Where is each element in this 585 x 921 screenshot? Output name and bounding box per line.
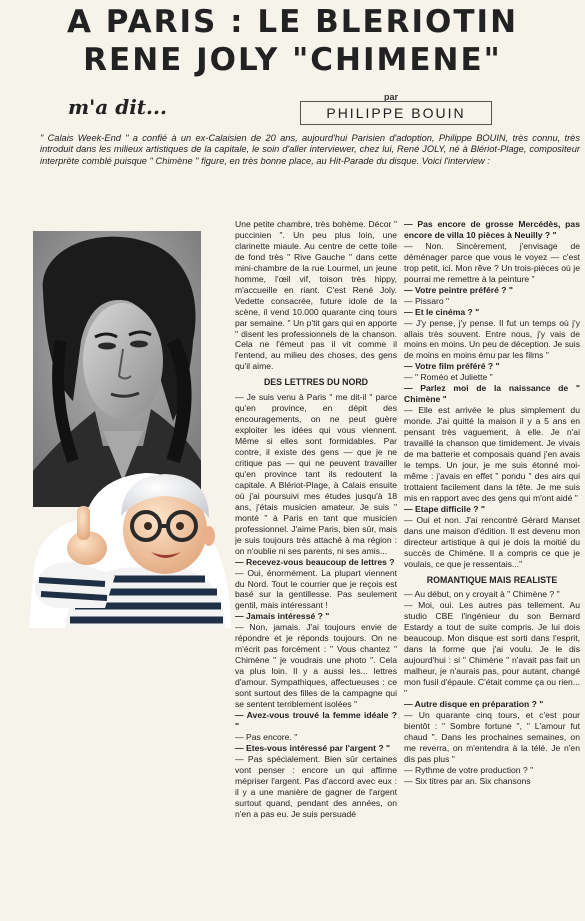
interview-question: — Pas encore de grosse Mercédès, pas encore de villa 10 pièces à Neuilly ? " <box>404 219 580 240</box>
headline-line-1: A PARIS : LE BLERIOTIN <box>66 4 519 40</box>
article-paragraph: — Pas encore. " <box>235 731 298 742</box>
thumbs-up-avatar-sticker <box>25 458 235 630</box>
article-paragraph: — Oui et non. J'ai rencontré Gérard Manset dans une maison d'édition. Il est devenu mon directeur artistique à qui je dois la moitié du succès de Chimène. Il a compris ce que je voulais, ce que je ressentais..." <box>404 514 580 569</box>
article-paragraph: — Elle est arrivée le plus simplement du monde. J'ai quitté la maison il y a 5 ans en pensant très vaguement, à elle. Je n'ai travaillé la chanson que timidement. Je vivais de ma batterie et composais quand j'en avais le temps. Un jour, je me suis étonné moi-même : j'avais en effet " pondu " des airs qui trottaient facilement dans la tête. Je me suis mis en rapport avec des gens qui m'ont aidé " <box>404 405 580 503</box>
article-paragraph: — Moi, oui. Les autres pas tellement. Au studio CBE l'ingénieur du son Bernard Estardy a tout de suite compris. Je lui dois beaucoup. Mon disque est sorti dans l'esprit, dans la forme que j'ai voulu. Je le dis aujourd'hui : si " Chimène " n'avait pas fait un malheur, je n'aurais pas, pour autant, changé mon fusil d'épaule. C'était comme ça ou rien... " <box>404 600 580 699</box>
interview-question: — Votre peintre préféré ? " <box>404 284 513 295</box>
article-paragraph: — J'y pense, j'y pense. Il fut un temps où j'y allais très souvent. Entre nous, j'y vais de moins en moins. Un peu de déception. Je suis de moins en moins ému par les films " <box>404 317 580 361</box>
article-column-1 <box>235 219 397 921</box>
avatar-graphic <box>25 458 235 630</box>
subtitle: m'a dit... <box>68 95 167 119</box>
article-paragraph: — Pas spécialement. Bien sûr certaines vont penser : encore un qui affirme mépriser l'argent. Pas d'accord avec eux : il y a une manière de gagner de l'argent surtout quand, pendant des années, on n'en a pas eu. Je suis persuadé <box>235 753 397 819</box>
article-column-2 <box>404 219 580 921</box>
article-paragraph: — " Roméo et Juliette " <box>404 372 493 383</box>
interview-question: — Votre film préféré ? " <box>404 361 500 372</box>
headline-line-2: RENE JOLY "CHIMENE" <box>83 42 502 78</box>
article-paragraph: — Un quarante cinq tours, et c'est pour bientôt : " Sombre fortune ", " L'amour fut chaud ". Dans les prochaines semaines, on me reverra, on m'entendra à la télé. Je n'en dis pas plus " <box>404 709 580 764</box>
interview-question: — Avez-vous trouvé la femme idéale ? " <box>235 709 397 731</box>
article-paragraph: — Non, jamais. J'ai toujours envie de répondre et je réponds toujours. On ne m'écrit pas forcément : " Vous chantez " Chimène " je voudrais une photo ". Cela va plus loin. Il y a aussi les... lettres d'amour. Sympathiques, affectueuses : ce sont surtout des filles de la campagne qui se sentent terriblement isolées " <box>235 622 397 709</box>
interview-question: — Et le cinéma ? " <box>404 306 480 317</box>
article-paragraph: — Rythme de votre production ? " <box>404 764 534 775</box>
article-paragraph: — Pissaro " <box>404 295 450 306</box>
byline-name: PHILIPPE BOUIN <box>300 101 492 125</box>
interview-question: — Parlez moi de la naissance de " Chimène " <box>404 383 580 405</box>
section-subheading: ROMANTIQUE MAIS REALISTE <box>426 574 558 585</box>
article-paragraph: — Je suis venu à Paris " me dit-il " parce qu'en province, en dépit des encouragements, on ne peut guère exploiter les idées qui vous viennent. Même si elles sont formidables. Par contre, il existe des gens — que je ne critique pas — qui ne peuvent travailler qu'en province tant ils redoutent la capitale. A Blériot-Plage, à Calais ensuite où j'ai poursuivi mes études jusqu'à 18 ans, j'étais musicien amateur. Je suis " monté " à Paris en tant que musicien professionnel. J'aime Paris, bien sûr, mais je suis toujours très attaché à ma région : on n'oublie ni ses parents, ni ses amis... <box>235 392 397 556</box>
article-paragraph: Une petite chambre, très bohème. Décor " puccinien ". Un peu plus loin, une clarinette miaule. Au centre de cette toile de fond très " Rive Gauche " dans cette mini-chambre de la rue Lourmel, un jeune homme, l'œil vif, toison très hippy, m'accueille en riant. C'est René Joly. Vedette consacrée, future idole de la scène, il vend 10.000 quarante cinq tours par semaine. " Un p'tit gars qui en apporte " disent les professionnels de la chanson. Cela ne l'émeut pas il vit comme il l'entend, au milieu des choses, des gens qu'il aime. <box>235 219 397 372</box>
article-paragraph: — Au début, on y croyait à " Chimène ? " <box>404 589 560 600</box>
byline-prefix: par <box>384 92 399 102</box>
section-subheading: DES LETTRES DU NORD <box>263 377 369 388</box>
intro-paragraph: " Calais Week-End " a confié à un ex-Calaisien de 20 ans, aujourd'hui Parisien d'adoption, Philippe BOUIN, très connu, très introduit dans les milieux artistiques de la capitale, le soin d'aller interviewer, chez lui, René JOLY, né à Blériot-Plage, compositeur interprète comblé puisque " Chimène " figure, en très bonne place, au Hit-Parade du disque. Voici l'interview : <box>40 133 580 166</box>
interview-question: — Etape difficile ? " <box>404 503 485 514</box>
interview-question: — Recevez-vous beaucoup de lettres ? <box>235 556 395 567</box>
interview-question: — Etes-vous intéressé par l'argent ? " <box>235 742 391 753</box>
article-paragraph: — Six titres par an. Six chansons <box>404 775 531 786</box>
interview-question: — Jamais intéressé ? " <box>235 611 330 622</box>
interview-question: — Autre disque en préparation ? " <box>404 698 544 709</box>
article-paragraph: — Oui, énormément. La plupart viennent du Nord. Tout le courrier que je reçois est basé sur la gentillesse. Pas seulement gentil, mais intéressant ! <box>235 567 397 611</box>
article-paragraph: — Non. Sincèrement, j'envisage de déménager parce que vous le voyez — c'est trop petit, ici. Mon rêve ? Un trois-pièces où je pourrai me remettre à la peinture " <box>404 240 580 284</box>
